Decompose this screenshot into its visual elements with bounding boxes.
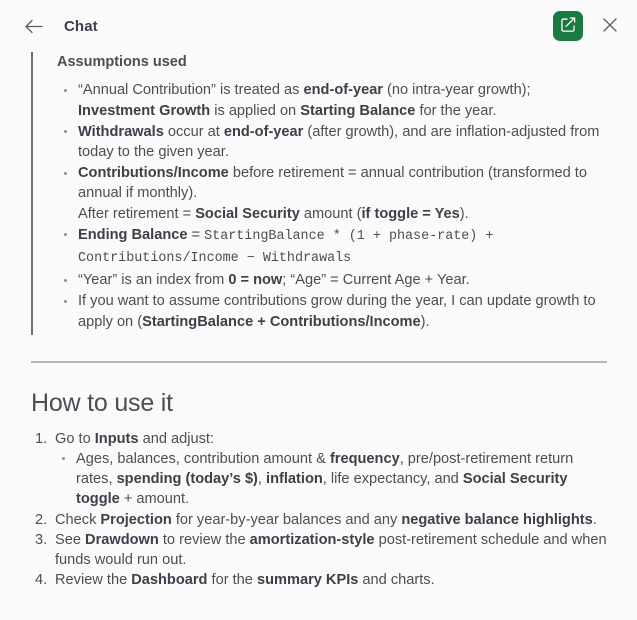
text-run: (no intra-year growth); [382,82,531,99]
chat-message-body [0,52,637,620]
text-run: “Year” is an index from [78,272,229,289]
text-run: = [187,226,205,243]
emphasis-text: frequency [329,450,400,467]
text-run: for the year. [415,102,497,119]
emphasis-text: Withdrawals [78,123,164,140]
emphasis-text: end-of-year [223,123,304,140]
text-run: “Annual Contribution” is treated as [78,82,304,99]
chat-header [0,0,637,52]
emphasis-text: StartingBalance + Contributions/Income [142,313,421,330]
how-to-use-title: How to use it [31,388,173,417]
emphasis-text: if toggle = Yes [361,205,460,222]
text-run: and charts. [358,572,435,589]
back-button[interactable] [18,11,48,41]
assumptions-blockquote [31,52,607,335]
step-sub-item [55,449,607,510]
text-run: ). [420,313,430,330]
emphasis-text: Drawdown [85,531,159,548]
text-run: Go to [55,430,95,447]
text-run: , [257,471,267,488]
emphasis-text: spending (today’s $) [116,471,258,488]
text-run: After retirement = [78,205,196,222]
emphasis-text: Contributions/Income [78,165,229,182]
arrow-left-icon [24,19,43,34]
emphasis-text: Inputs [94,430,139,447]
step-text [55,532,607,568]
close-button[interactable] [597,13,623,39]
text-run: for the [207,572,257,589]
emphasis-text: inflation [266,471,323,488]
assumption-item [57,225,607,269]
text-run: occur at [163,123,224,140]
how-to-use-step [31,570,607,590]
assumption-item [57,80,607,120]
emphasis-text: Investment Growth [78,102,211,119]
text-run: Check [55,511,101,528]
emphasis-text: Social Security toggle [76,471,568,508]
how-to-use-step [31,429,607,510]
emphasis-text: 0 = now [228,272,283,289]
text-run: (after growth), and are inflation-adjusted from today to the given year. [78,123,600,160]
assumption-item [57,270,607,290]
emphasis-text: Dashboard [131,572,208,589]
assumption-item [57,291,607,331]
text-run: See [55,531,86,548]
text-run: and adjust: [138,430,214,447]
assumptions-title: Assumptions used [57,54,187,70]
how-to-use-steps [31,429,607,591]
step-text [55,431,214,447]
emphasis-text: end-of-year [303,82,383,99]
how-to-use-step [31,530,607,570]
text-run: , pre/post-retirement return rates, [76,450,574,488]
step-sub-list [55,449,607,510]
text-run: , life expectancy, and [322,471,463,488]
text-run: ; “Age” = Current Age + Year. [282,272,470,289]
how-to-use-step [31,510,607,530]
text-run: amount ( [299,205,362,222]
text-run: before retirement = annual contribution (transformed to annual if monthly). [78,165,587,202]
text-run: Ages, balances, contribution amount & [76,450,330,467]
emphasis-text: Ending Balance [78,226,188,243]
text-run: + amount. [119,491,190,508]
compose-edit-icon [560,16,577,36]
emphasis-text: negative balance highlights [401,511,593,528]
assumption-item [57,163,607,224]
new-chat-button[interactable] [553,11,583,41]
text-run: post-retirement schedule and when funds would run out. [55,531,607,568]
text-run: Review the [55,572,132,589]
close-x-icon [602,17,618,36]
emphasis-text: Projection [100,511,172,528]
emphasis-text: Social Security [195,205,300,222]
text-run: . [592,511,597,528]
assumption-item [57,122,607,162]
step-text [55,572,435,588]
text-run: If you want to assume contributions grow during the year, I can update growth to apply on ( [78,293,596,330]
emphasis-text: summary KPIs [256,572,359,589]
text-run: for year-by-year balances and any [171,511,402,528]
code-text: StartingBalance * (1 + phase-rate) + Contributions/Income − Withdrawals [78,228,494,266]
text-run: is applied on [210,102,301,119]
step-text [55,512,597,528]
text-run: ). [459,205,469,222]
emphasis-text: Starting Balance [300,102,416,119]
emphasis-text: amortization-style [249,531,375,548]
section-divider [31,361,607,363]
assumptions-list [57,80,607,331]
page-title: Chat [64,17,98,35]
text-run: to review the [158,531,250,548]
